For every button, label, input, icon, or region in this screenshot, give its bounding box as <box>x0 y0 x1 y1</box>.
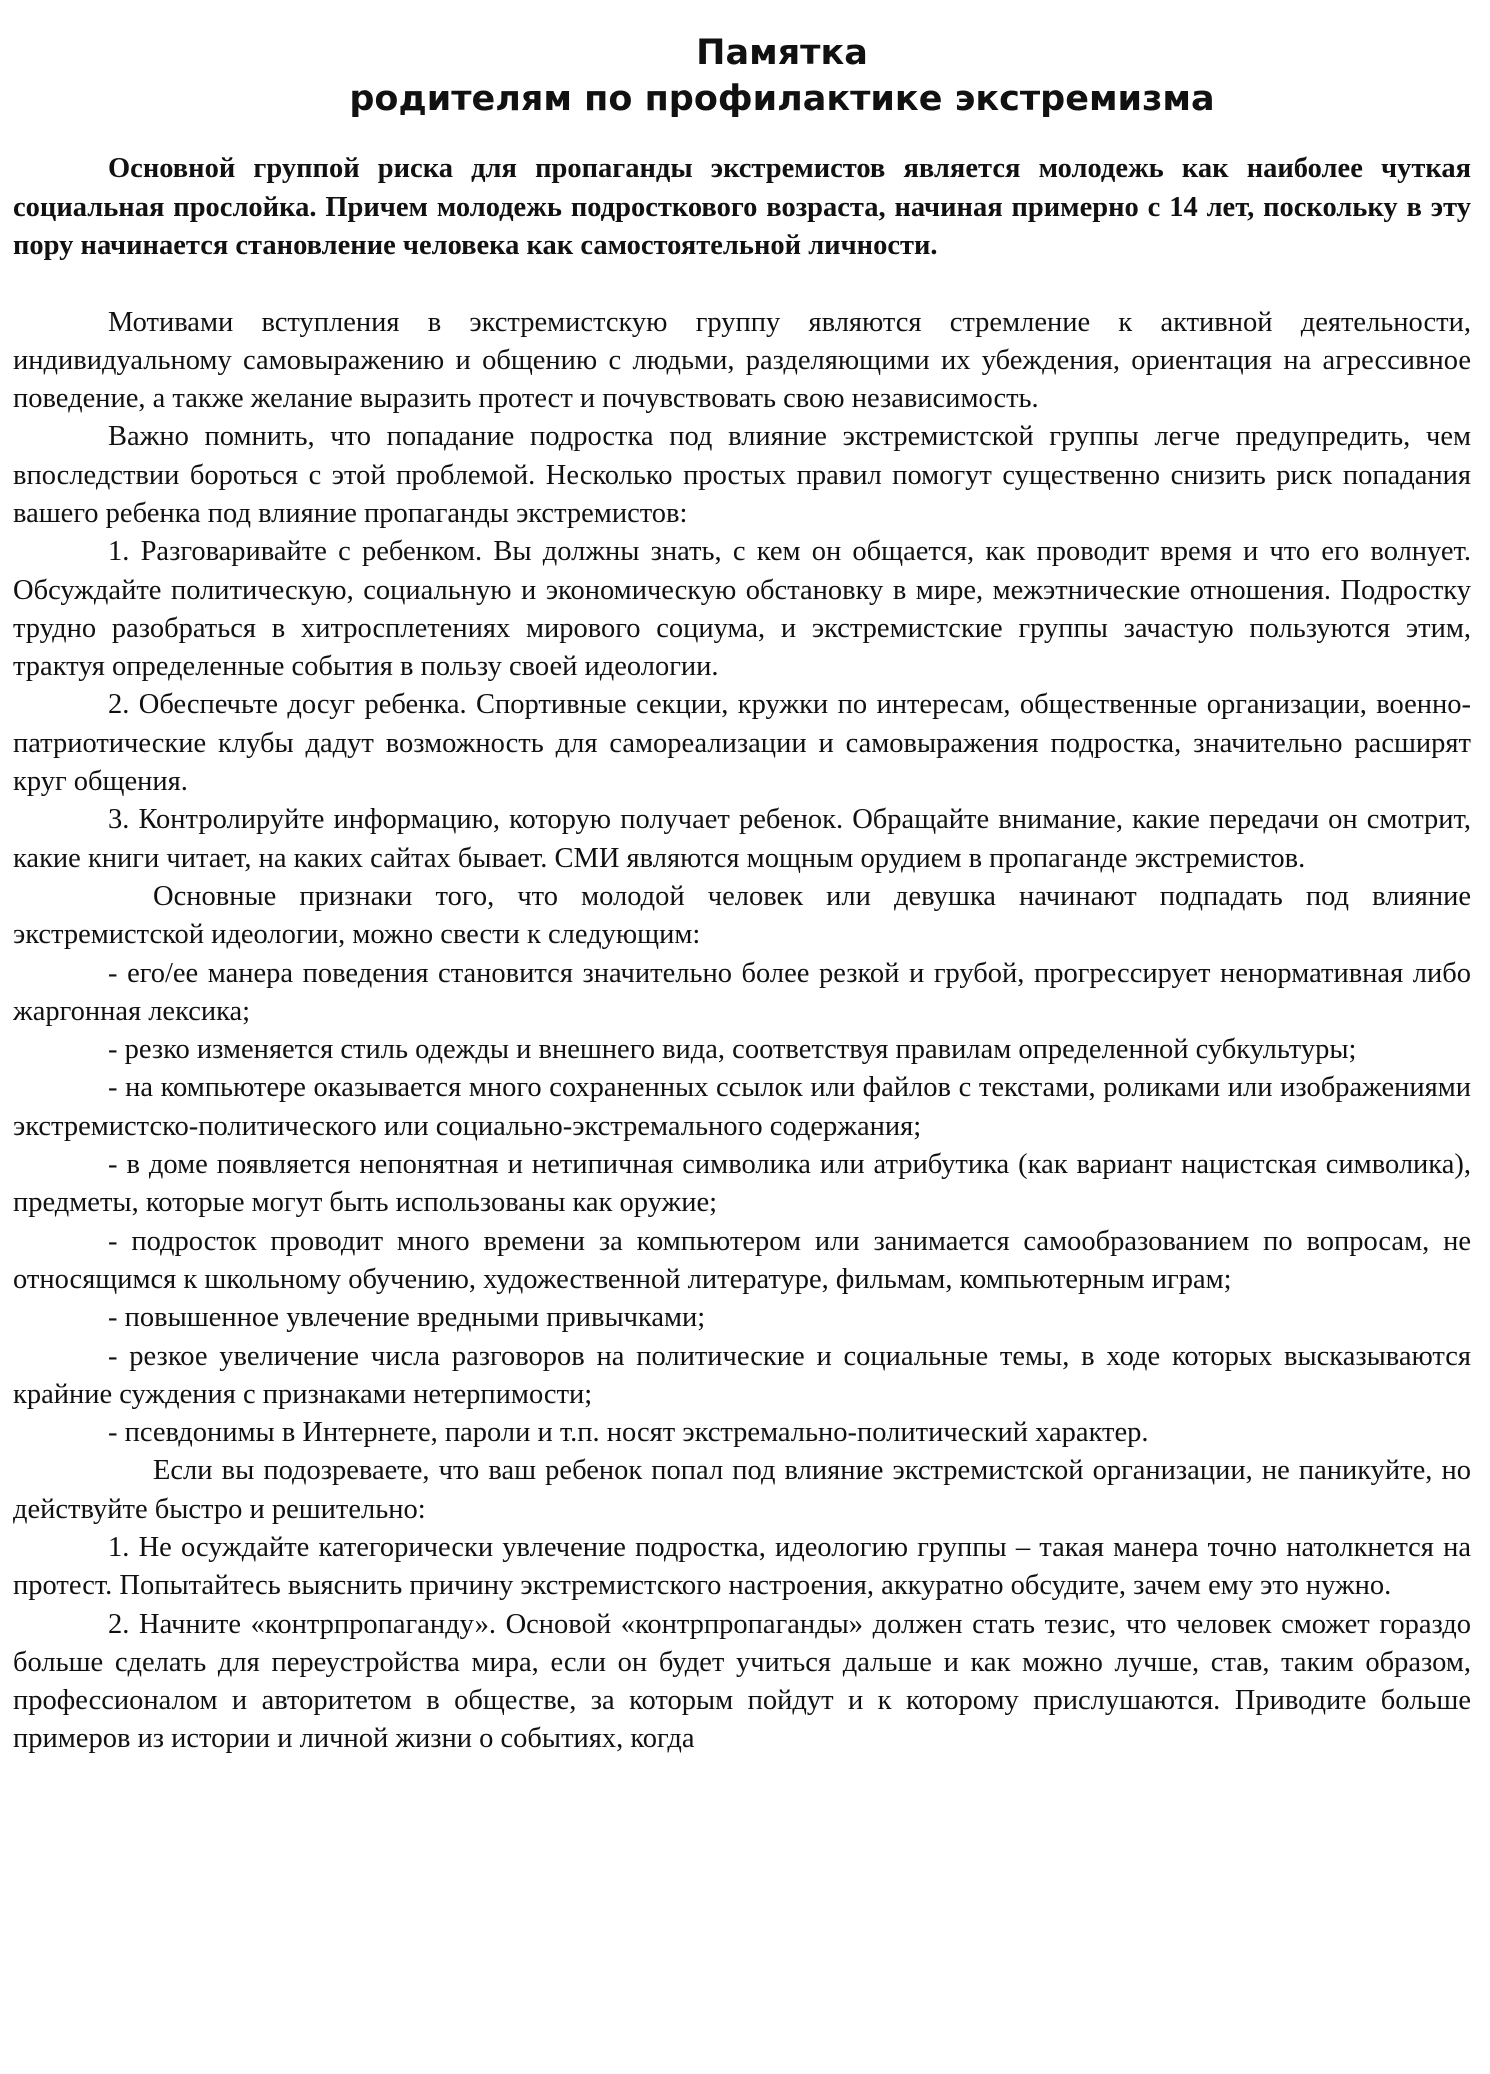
paragraph-sign-3: - на компьютере оказывается много сохраненных ссылок или файлов с текстами, роликами или изображениями экстремистско-политического или социально-экстремального содержания; <box>13 1072 1471 1142</box>
paragraph-action-1: 1. Не осуждайте категорически увлечение подростка, идеологию группы – такая манера точно натолкнется на протест. Попытайтесь выяснить причину экстремистского настроения, аккуратно обсудите, зачем ему это нужно. <box>13 1532 1471 1602</box>
paragraph-signs-intro: Основные признаки того, что молодой человек или девушка начинают подпадать под влияние экстремистской идеологии, можно свести к следующим: <box>13 880 1471 951</box>
paragraph-sign-1: - его/ее манера поведения становится значительно более резкой и грубой, прогрессирует ненормативная либо жаргонная лексика; <box>13 957 1471 1027</box>
paragraph-motives: Мотивами вступления в экстремистскую группу являются стремление к активной деятельности, индивидуальному самовыражению и общению с людьми, разделяющими их убеждения, ориентация на агрессивное поведение, а также желание выразить протест и почувствовать свою независимость. <box>13 306 1471 415</box>
paragraph-rule-3: 3. Контролируйте информацию, которую получает ребенок. Обращайте внимание, какие передачи он смотрит, какие книги читает, на каких сайтах бывает. СМИ являются мощным орудием в пропаганде экстремистов. <box>13 804 1471 874</box>
title-line-2: родителям по профилактике экстремизма <box>349 79 1215 119</box>
paragraph-sign-4: - в доме появляется непонятная и нетипичная символика или атрибутика (как вариант нацистская символика), предметы, которые могут быть использованы как оружие; <box>13 1149 1471 1219</box>
paragraph-rule-1: 1. Разговаривайте с ребенком. Вы должны знать, с кем он общается, как проводит время и что его волнует. Обсуждайте политическую, социальную и экономическую обстановку в мире, межэтнические отношения. Подростку трудно разобраться в хитросплетениях мирового социума, и экстремистские группы зачастую пользуются этим, трактуя определенные события в пользу своей идеологии. <box>13 536 1471 683</box>
document-title <box>13 30 1471 122</box>
paragraph-sign-8: - псевдонимы в Интернете, пароли и т.п. носят экстремально-политический характер. <box>108 1417 1149 1449</box>
document-page <box>13 30 1471 1759</box>
paragraph-rule-2: 2. Обеспечьте досуг ребенка. Спортивные секции, кружки по интересам, общественные организации, военно-патриотические клубы дадут возможность для самореализации и самовыражения подростка, значительно расширят круг общения. <box>13 689 1471 798</box>
paragraph-if-suspect: Если вы подозреваете, что ваш ребенок попал под влияние экстремистской организации, не паникуйте, но действуйте быстро и решительно: <box>13 1455 1471 1525</box>
paragraph-action-2: 2. Начните «контрпропаганду». Основой «контрпропаганды» должен стать тезис, что человек сможет гораздо больше сделать для переустройства мира, если он будет учиться дальше и как можно лучше, став, таким образом, профессионалом и авторитетом в обществе, за которым пойдут и к которому прислушаются. Приводите больше примеров из истории и личной жизни о событиях, когда <box>13 1608 1471 1755</box>
paragraph-sign-2: - резко изменяется стиль одежды и внешнего вида, соответствуя правилам определенной субкультуры; <box>108 1034 1357 1066</box>
paragraph-prevention: Важно помнить, что попадание подростка под влияние экстремистской группы легче предупредить, чем впоследствии бороться с этой проблемой. Несколько простых правил помогут существенно снизить риск попадания вашего ребенка под влияние пропаганды экстремистов: <box>13 421 1471 529</box>
title-line-1: Памятка <box>696 33 868 73</box>
intro-paragraph: Основной группой риска для пропаганды экстремистов является молодежь как наиболее чуткая социальная прослойка. Причем молодежь подросткового возраста, начиная примерно с 14 лет, поскольку в эту пору начинается становление человека как самостоятельной личности. <box>13 153 1471 261</box>
paragraph-sign-7: - резкое увеличение числа разговоров на политические и социальные темы, в ходе которых высказываются крайние суждения с признаками нетерпимости; <box>13 1340 1471 1410</box>
paragraph-sign-6: - повышенное увлечение вредными привычками; <box>108 1302 706 1334</box>
paragraph-sign-5: - подросток проводит много времени за компьютером или занимается самообразованием по вопросам, не относящимся к школьному обучению, художественной литературе, фильмам, компьютерным играм; <box>13 1225 1471 1295</box>
